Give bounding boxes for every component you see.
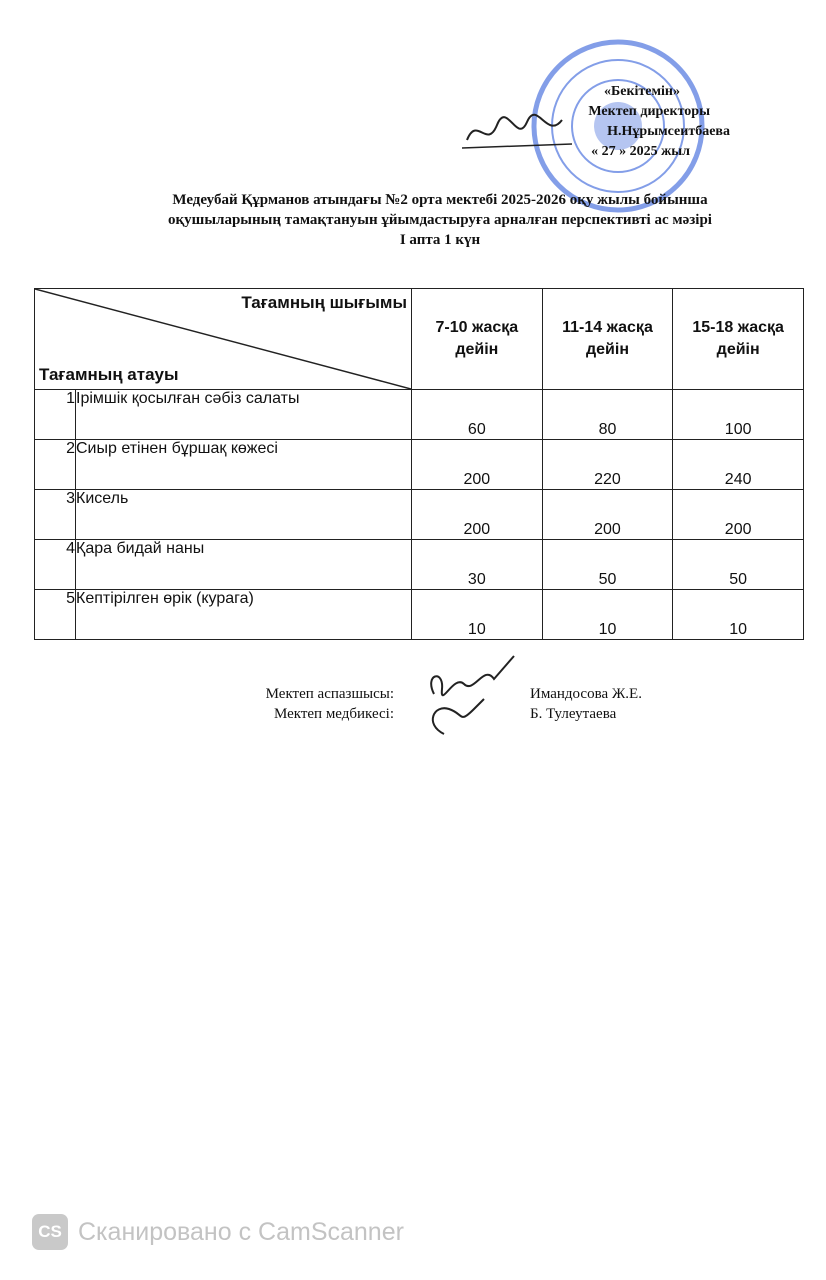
portion-7-10: 10 xyxy=(412,590,543,640)
title-line-2: оқушыларының тамақтануын ұйымдастыруға арналған перспективті ас мәзірі xyxy=(168,212,712,228)
nurse-name: Б. Тулеутаева xyxy=(530,706,617,722)
portion-7-10: 200 xyxy=(412,440,543,490)
approval-position: Мектеп директоры xyxy=(588,104,710,119)
table-row xyxy=(35,590,804,640)
dish-name: Кептірілген өрік (курага) xyxy=(76,590,412,640)
title-line-1: Медеубай Құрманов атындағы №2 орта мектебі 2025-2026 оқу жылы бойынша xyxy=(172,192,708,208)
document-title xyxy=(90,190,790,250)
table-header-row xyxy=(35,289,804,390)
cook-name: Имандосова Ж.Е. xyxy=(530,686,642,702)
portion-15-18: 50 xyxy=(673,540,804,590)
portion-15-18: 200 xyxy=(673,490,804,540)
row-number: 3 xyxy=(35,490,76,540)
age-column-11-14: 11-14 жасқа дейін xyxy=(542,289,673,390)
scanner-watermark xyxy=(32,1214,404,1250)
dish-name: Сиыр етінен бұршақ көжесі xyxy=(76,440,412,490)
nurse-role: Мектеп медбикесі: xyxy=(273,706,394,722)
portion-15-18: 100 xyxy=(673,390,804,440)
portion-15-18: 10 xyxy=(673,590,804,640)
dish-name: Ірімшік қосылған сәбіз салаты xyxy=(76,390,412,440)
approval-heading: «Бекітемін» xyxy=(603,84,680,99)
row-number: 4 xyxy=(35,540,76,590)
menu-table xyxy=(34,288,804,640)
row-number: 5 xyxy=(35,590,76,640)
table-row xyxy=(35,390,804,440)
header-dish-name: Тағамның атауы xyxy=(39,365,179,384)
dish-name: Кисель xyxy=(76,490,412,540)
table-row xyxy=(35,490,804,540)
director-signature xyxy=(462,110,582,160)
camscanner-logo-icon: CS xyxy=(32,1214,68,1250)
age-column-15-18: 15-18 жасқа дейін xyxy=(673,289,804,390)
diagonal-header-cell xyxy=(35,289,412,390)
title-line-3: I апта 1 күн xyxy=(399,232,481,248)
watermark-text: Сканировано с CamScanner xyxy=(78,1217,404,1246)
portion-11-14: 50 xyxy=(542,540,673,590)
cook-role: Мектеп аспазшысы: xyxy=(265,686,394,702)
table-row xyxy=(35,540,804,590)
portion-11-14: 220 xyxy=(542,440,673,490)
portion-7-10: 200 xyxy=(412,490,543,540)
age-column-7-10: 7-10 жасқа дейін xyxy=(412,289,543,390)
approval-director-name: Н.Нұрымсеитбаева xyxy=(607,124,730,139)
portion-15-18: 240 xyxy=(673,440,804,490)
header-output: Тағамның шығымы xyxy=(241,293,407,312)
approval-date: « 27 » 2025 жыл xyxy=(591,144,690,159)
portion-11-14: 10 xyxy=(542,590,673,640)
table-row xyxy=(35,440,804,490)
portion-7-10: 60 xyxy=(412,390,543,440)
row-number: 1 xyxy=(35,390,76,440)
handwritten-signature xyxy=(414,654,524,744)
dish-name: Қара бидай наны xyxy=(76,540,412,590)
portion-11-14: 200 xyxy=(542,490,673,540)
portion-11-14: 80 xyxy=(542,390,673,440)
row-number: 2 xyxy=(35,440,76,490)
portion-7-10: 30 xyxy=(412,540,543,590)
